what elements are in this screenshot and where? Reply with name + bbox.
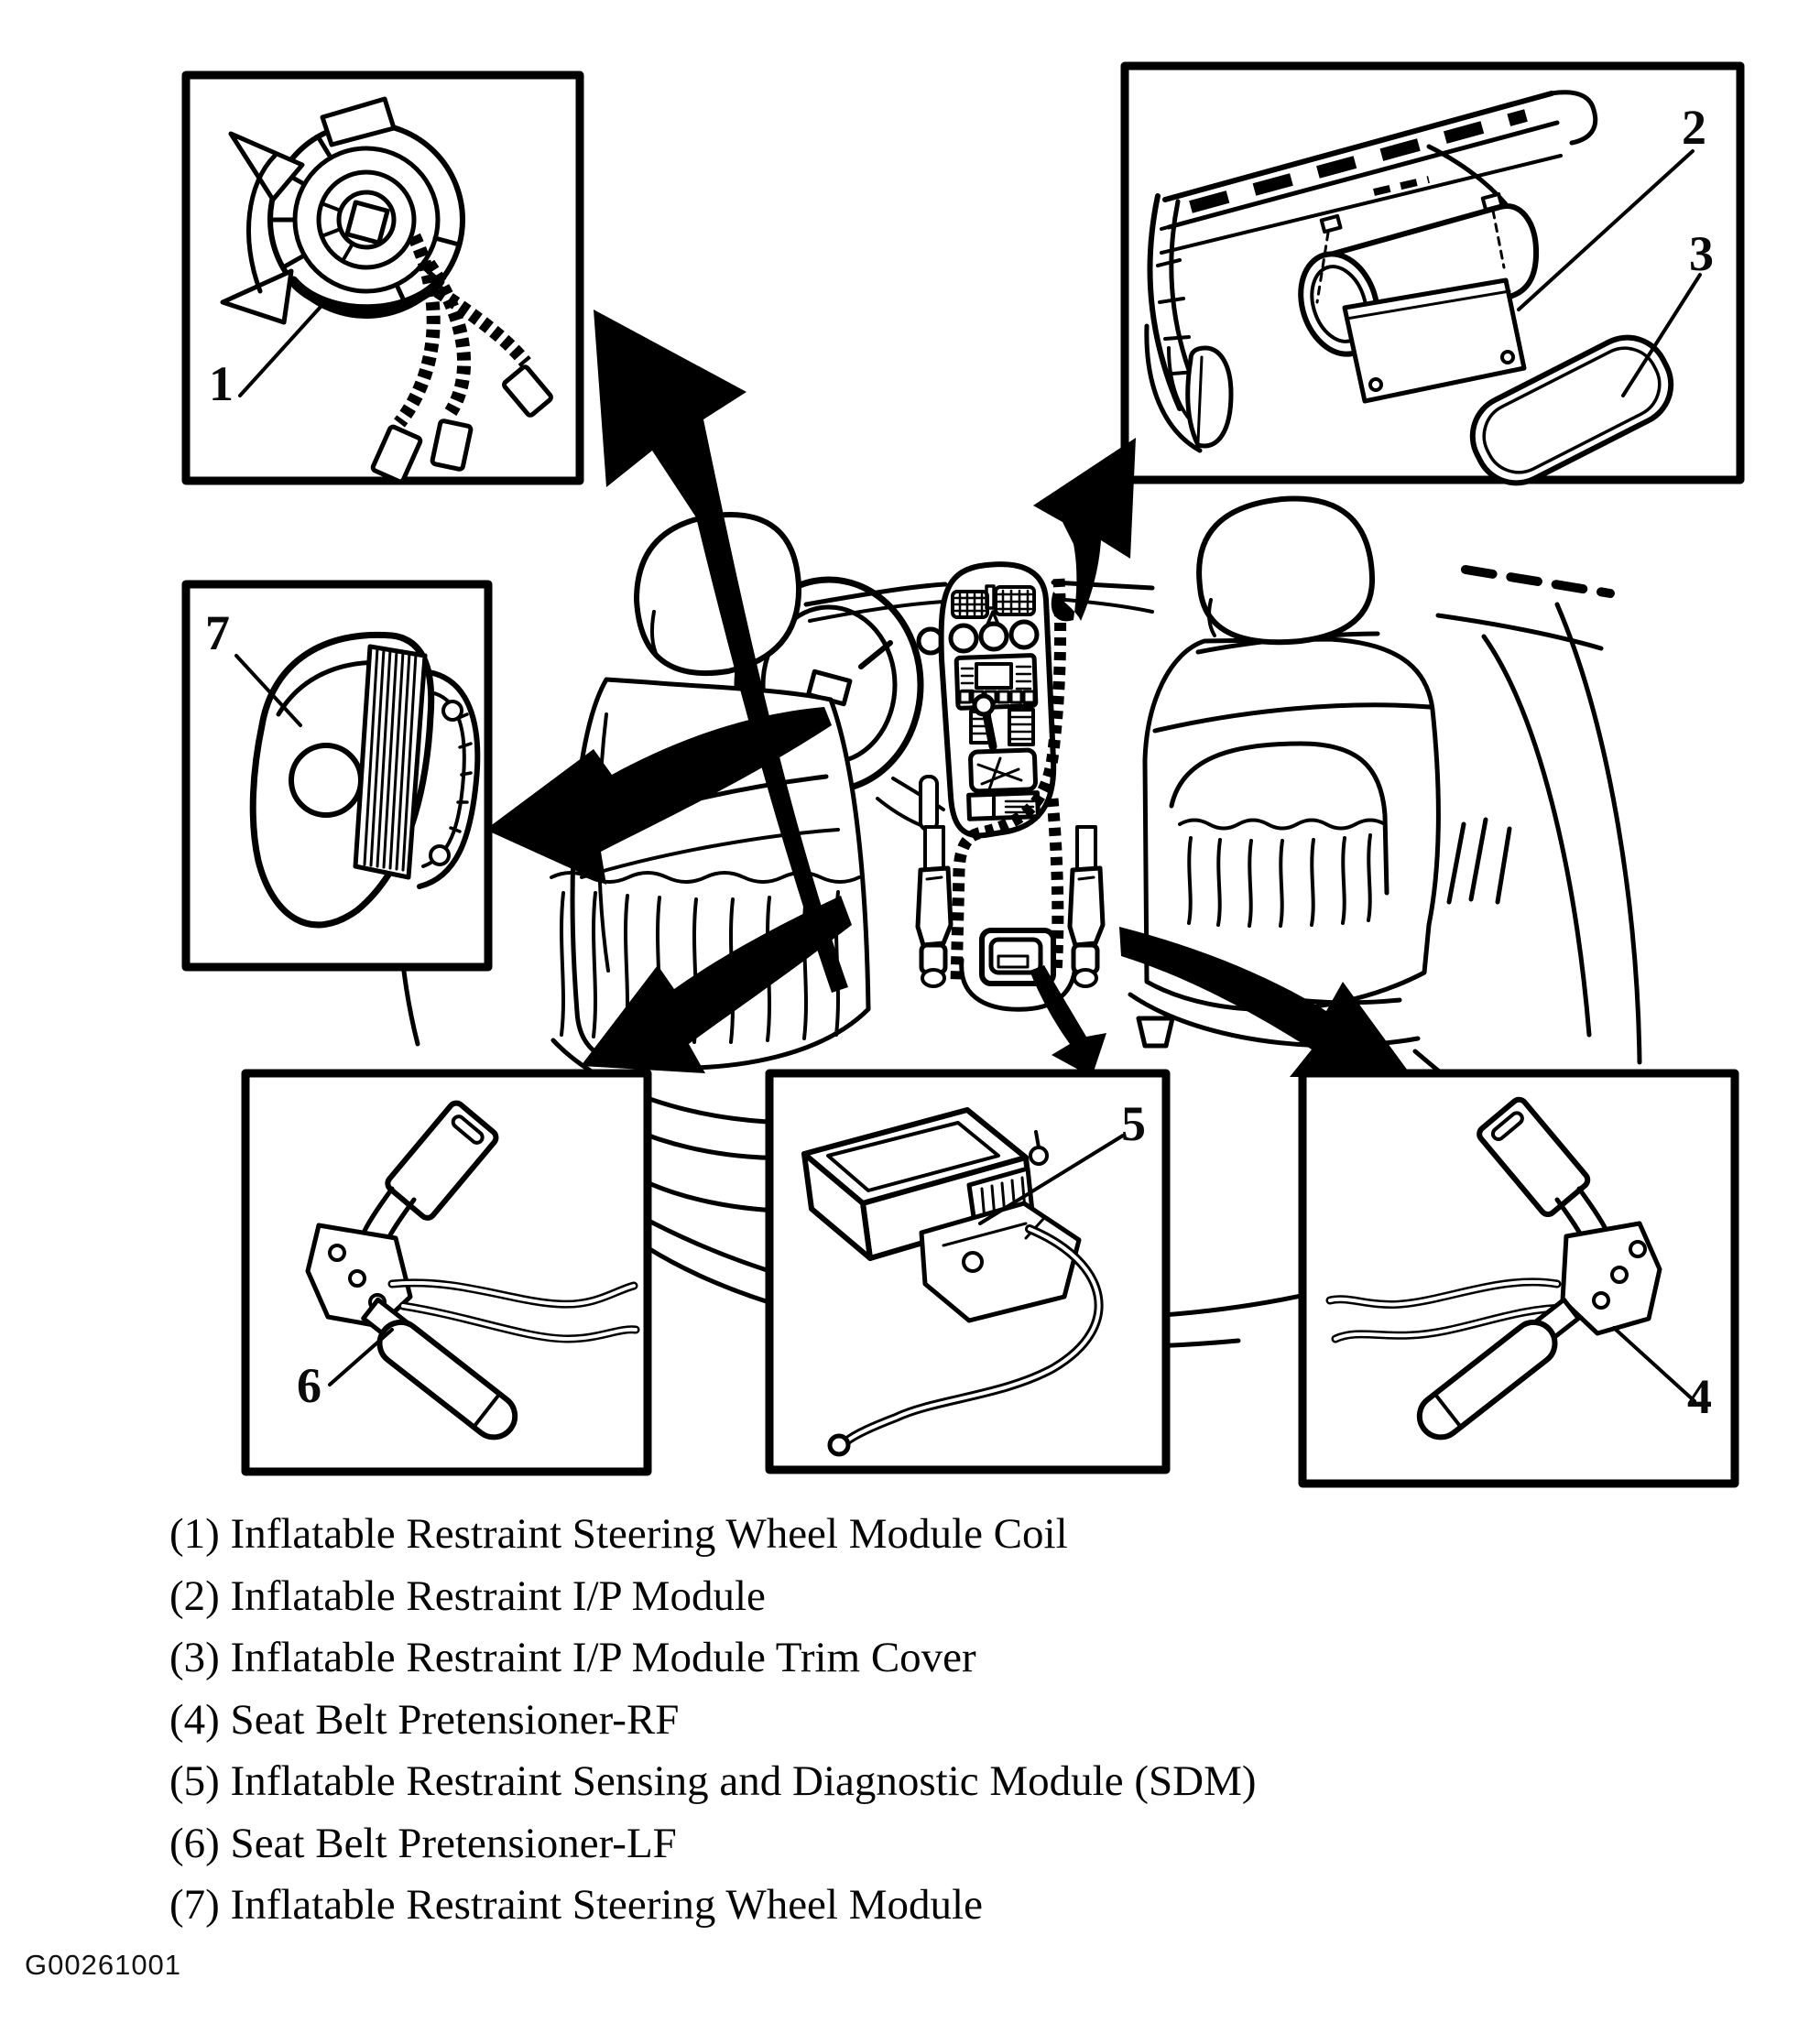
- callout-label-4: 4: [1687, 1369, 1712, 1424]
- legend-item-5: (5) Inflatable Restraint Sensing and Diagnostic Module (SDM): [169, 1757, 1257, 1805]
- legend-item-3: (3) Inflatable Restraint I/P Module Trim Cover: [169, 1634, 976, 1681]
- right-buckle: [1070, 827, 1103, 986]
- callout-label-3: 3: [1689, 226, 1714, 281]
- legend-item-6: (6) Seat Belt Pretensioner-LF: [169, 1819, 677, 1867]
- passenger-seat: [1145, 499, 1438, 1010]
- callout-label-6: 6: [297, 1358, 321, 1413]
- callout-label-7: 7: [205, 605, 230, 660]
- legend-item-7: (7) Inflatable Restraint Steering Wheel Module: [169, 1881, 983, 1929]
- legend: [169, 1504, 1635, 1937]
- center-stack: [919, 564, 1053, 835]
- box-coil: [186, 75, 580, 481]
- arrow-to-ip-box: [1033, 438, 1136, 621]
- callout-label-5: 5: [1121, 1096, 1146, 1151]
- legend-item-2: (2) Inflatable Restraint I/P Module: [169, 1571, 766, 1620]
- legend-item-4: (4) Seat Belt Pretensioner-RF: [169, 1695, 680, 1744]
- legend-item-1: (1) Inflatable Restraint Steering Wheel Module Coil: [169, 1510, 1068, 1558]
- left-buckle: [918, 827, 951, 986]
- callout-label-1: 1: [209, 356, 234, 411]
- figure-id: G00261001: [25, 1949, 182, 1981]
- callout-label-2: 2: [1682, 100, 1706, 155]
- right-door-lines: [1449, 604, 1640, 1062]
